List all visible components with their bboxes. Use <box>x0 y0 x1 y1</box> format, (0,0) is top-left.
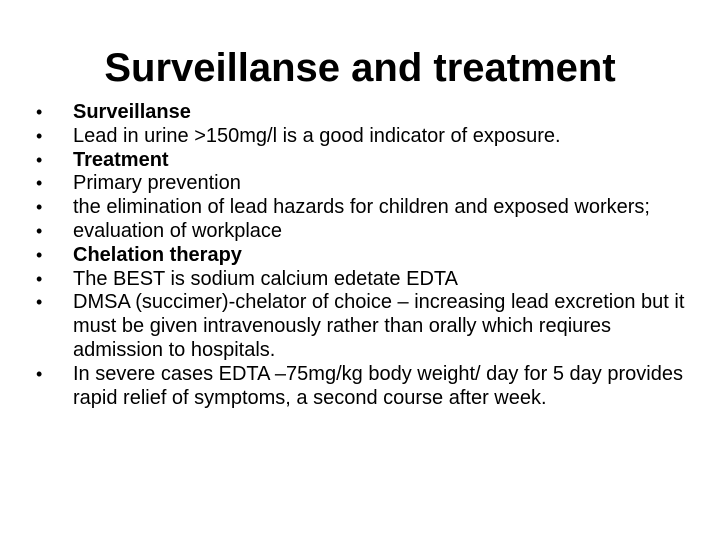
bullet-dot-icon: • <box>36 292 43 313</box>
slide-title: Surveillanse and treatment <box>104 46 616 90</box>
bullet-dot-icon: • <box>36 244 43 265</box>
bullet-text: Lead in urine >150mg/l is a good indicator of exposure. <box>73 124 561 147</box>
bullet-dot-icon: • <box>36 197 43 218</box>
bullet-item-surveillanse <box>36 101 686 125</box>
bullet-item-chelation-therapy <box>36 244 686 268</box>
bullet-item-lead-in-urine <box>36 125 686 149</box>
bullet-text: Primary prevention <box>73 172 241 195</box>
bullet-dot-icon: • <box>36 149 43 170</box>
bullet-dot-icon: • <box>36 363 43 384</box>
bullet-text: Surveillanse <box>73 101 191 123</box>
bullet-item-treatment <box>36 149 686 173</box>
bullet-item-dmsa <box>36 291 686 362</box>
bullet-text: In severe cases EDTA –75mg/kg body weight/ day for 5 day provides rapid relief of symptoms, a second course after week. <box>73 362 683 409</box>
bullet-dot-icon: • <box>36 102 43 122</box>
bullet-dot-icon: • <box>36 125 43 146</box>
bullet-dot-icon: • <box>36 173 43 194</box>
bullet-text: Chelation therapy <box>73 243 242 266</box>
bullet-text: Treatment <box>73 148 169 171</box>
bullet-item-primary-prevention <box>36 172 686 196</box>
bullet-item-elimination <box>36 196 686 220</box>
bullet-text: evaluation of workplace <box>73 219 283 242</box>
bullet-text: DMSA (succimer)-chelator of choice – increasing lead excretion but it must be given intravenously rather than orally which reqiures admission to hospitals. <box>73 291 685 361</box>
bullet-list <box>36 101 686 410</box>
bullet-text: the elimination of lead hazards for children and exposed workers; <box>73 196 650 219</box>
bullet-item-best-edta <box>36 268 686 292</box>
bullet-item-severe-cases <box>36 363 686 411</box>
bullet-text: The BEST is sodium calcium edetate EDTA <box>73 267 458 290</box>
bullet-dot-icon: • <box>36 220 43 241</box>
bullet-dot-icon: • <box>36 268 43 289</box>
bullet-item-evaluation <box>36 220 686 244</box>
